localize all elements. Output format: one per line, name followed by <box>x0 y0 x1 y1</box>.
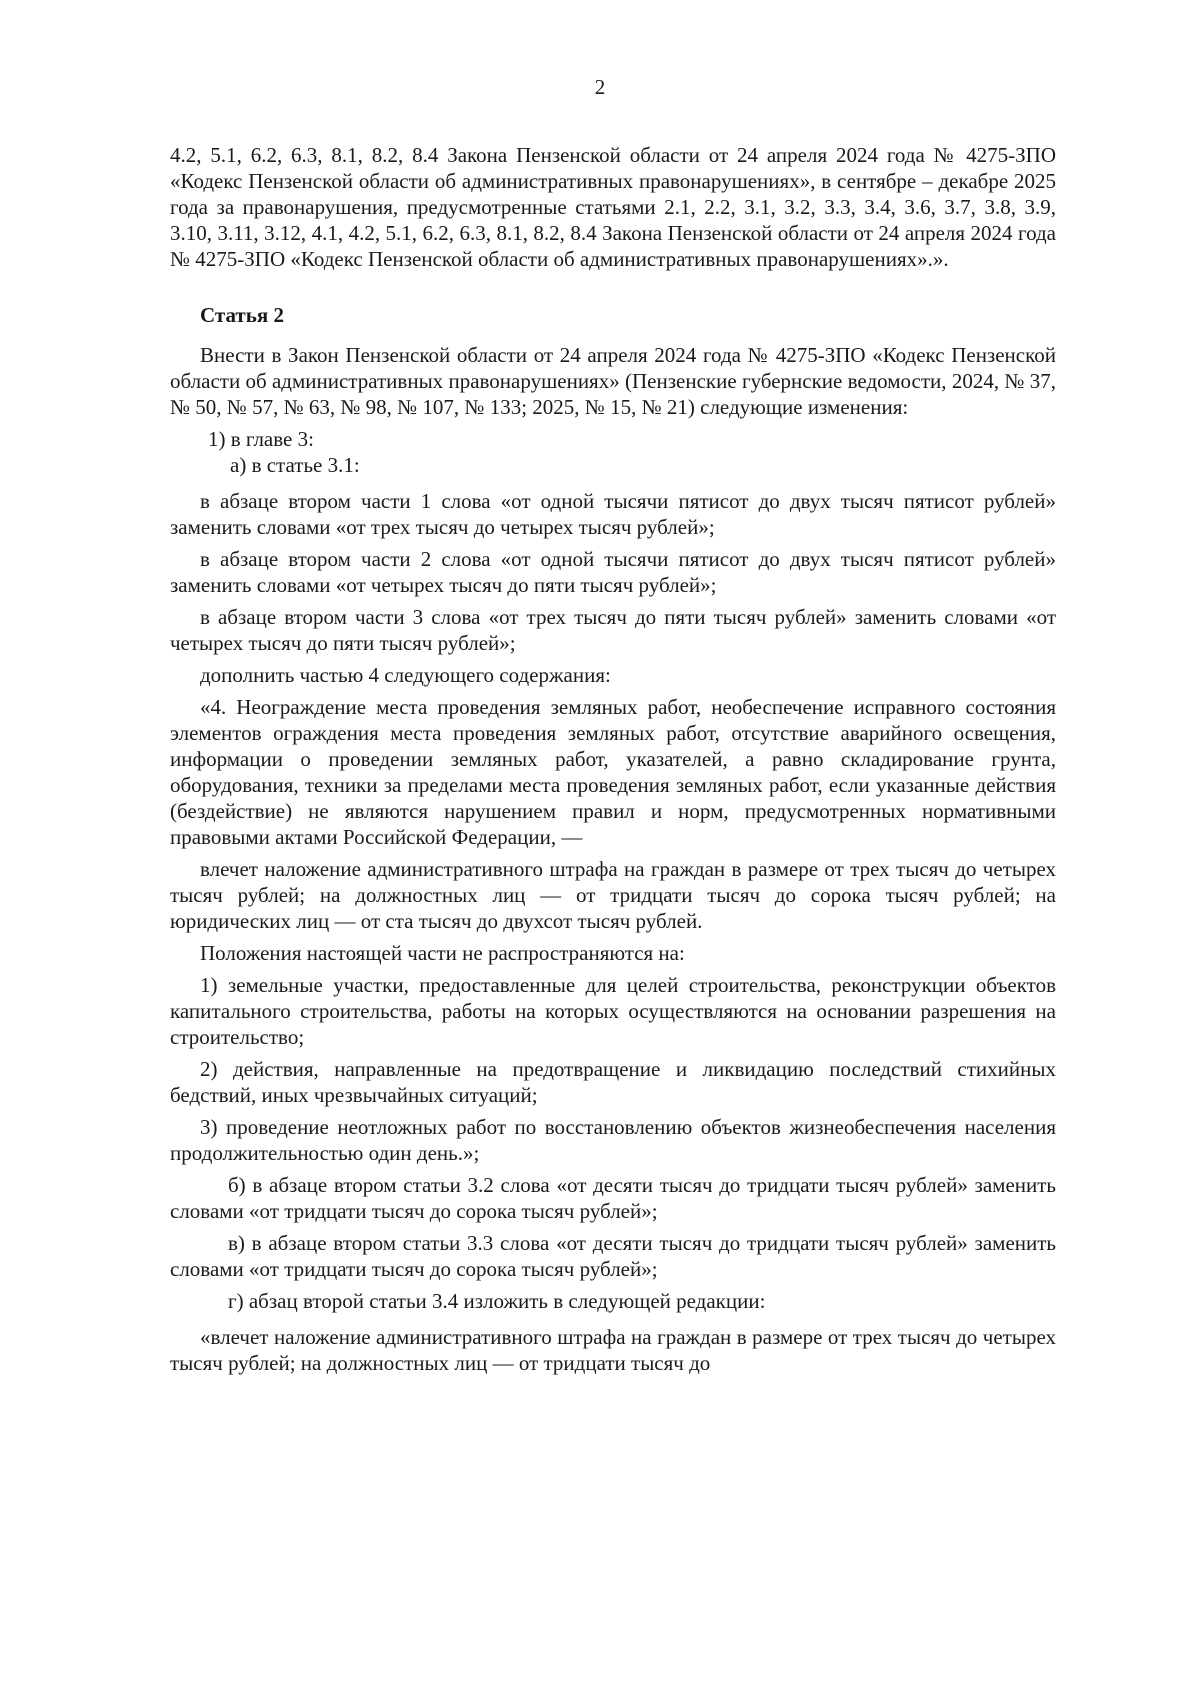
paragraph-part-2: в абзаце втором части 2 слова «от одной тысячи пятисот до двух тысяч пятисот рублей» заменить словами «от четырех тысяч до пяти тысяч рублей»; <box>170 547 1056 597</box>
paragraph-penalty: влечет наложение административного штрафа на граждан в размере от трех тысяч до четырех тысяч рублей; на должностных лиц — от тридцати тысяч до сорока тысяч рублей; на юридических лиц — от ста тысяч до двухсот тысяч рублей. <box>170 857 1056 933</box>
paragraph-exceptions-intro: Положения настоящей части не распространяются на: <box>200 941 685 965</box>
list-subitem-article-3-1: а) в статье 3.1: <box>230 453 360 477</box>
paragraph-part-3: в абзаце втором части 3 слова «от трех тысяч до пяти тысяч рублей» заменить словами «от четырех тысяч до пяти тысяч рублей»; <box>170 605 1056 655</box>
subitem-v-article-3-3: в) в абзаце втором статьи 3.3 слова «от десяти тысяч до тридцати тысяч рублей» заменить словами «от тридцати тысяч до сорока тысяч рублей»; <box>170 1231 1056 1281</box>
paragraph-exception-1: 1) земельные участки, предоставленные для целей строительства, реконструкции объектов капитального строительства, работы на которых осуществляются на основании разрешения на строительство; <box>170 973 1056 1049</box>
paragraph-exception-2: 2) действия, направленные на предотвращение и ликвидацию последствий стихийных бедствий, иных чрезвычайных ситуаций; <box>170 1057 1056 1107</box>
subitem-b-article-3-2: б) в абзаце втором статьи 3.2 слова «от десяти тысяч до тридцати тысяч рублей» заменить словами «от тридцати тысяч до сорока тысяч рублей»; <box>170 1173 1056 1223</box>
paragraph-add-part-4: дополнить частью 4 следующего содержания: <box>200 663 611 687</box>
paragraph-exception-3: 3) проведение неотложных работ по восстановлению объектов жизнеобеспечения населения продолжительностью один день.»; <box>170 1115 1056 1165</box>
paragraph-part-1: в абзаце втором части 1 слова «от одной тысячи пятисот до двух тысяч пятисот рублей» заменить словами «от трех тысяч до четырех тысяч рублей»; <box>170 489 1056 539</box>
subitem-g-article-3-4: г) абзац второй статьи 3.4 изложить в следующей редакции: <box>228 1289 766 1313</box>
paragraph-part-4-text: «4. Неограждение места проведения земляных работ, необеспечение исправного состояния элементов ограждения места проведения земляных работ, отсутствие аварийного освещения, информации о проведении земляных работ, указателей, а равно складирование грунта, оборудования, техники за пределами места проведения земляных работ, если указанные действия (бездействие) не являются нарушением правил и норм, предусмотренных нормативными правовыми актами Российской Федерации, — <box>170 695 1056 849</box>
paragraph-final: «влечет наложение административного штрафа на граждан в размере от трех тысяч до четырех тысяч рублей; на должностных лиц — от тридцати тысяч до <box>170 1325 1056 1375</box>
page-number: 2 <box>594 75 606 99</box>
list-item-chapter-3: 1) в главе 3: <box>208 427 314 451</box>
article-heading: Статья 2 <box>200 303 284 327</box>
paragraph-intro-continuation: 4.2, 5.1, 6.2, 6.3, 8.1, 8.2, 8.4 Закона Пензенской области от 24 апреля 2024 года № 4275-ЗПО «Кодекс Пензенской области об административных правонарушениях», в сентябре – декабре 2025 года за правонарушения, предусмотренные статьями 2.1, 2.2, 3.1, 3.2, 3.3, 3.4, 3.6, 3.7, 3.8, 3.9, 3.10, 3.11, 3.12, 4.1, 4.2, 5.1, 6.2, 6.3, 8.1, 8.2, 8.4 Закона Пензенской области от 24 апреля 2024 года № 4275-ЗПО «Кодекс Пензенской области об административных правонарушениях».». <box>170 143 1056 271</box>
document-body <box>170 142 1056 1376</box>
article-intro-paragraph: Внести в Закон Пензенской области от 24 апреля 2024 года № 4275-ЗПО «Кодекс Пензенской области об административных правонарушениях» (Пензенские губернские ведомости, 2024, № 37, № 50, № 57, № 63, № 98, № 107, № 133; 2025, № 15, № 21) следующие изменения: <box>170 343 1056 419</box>
